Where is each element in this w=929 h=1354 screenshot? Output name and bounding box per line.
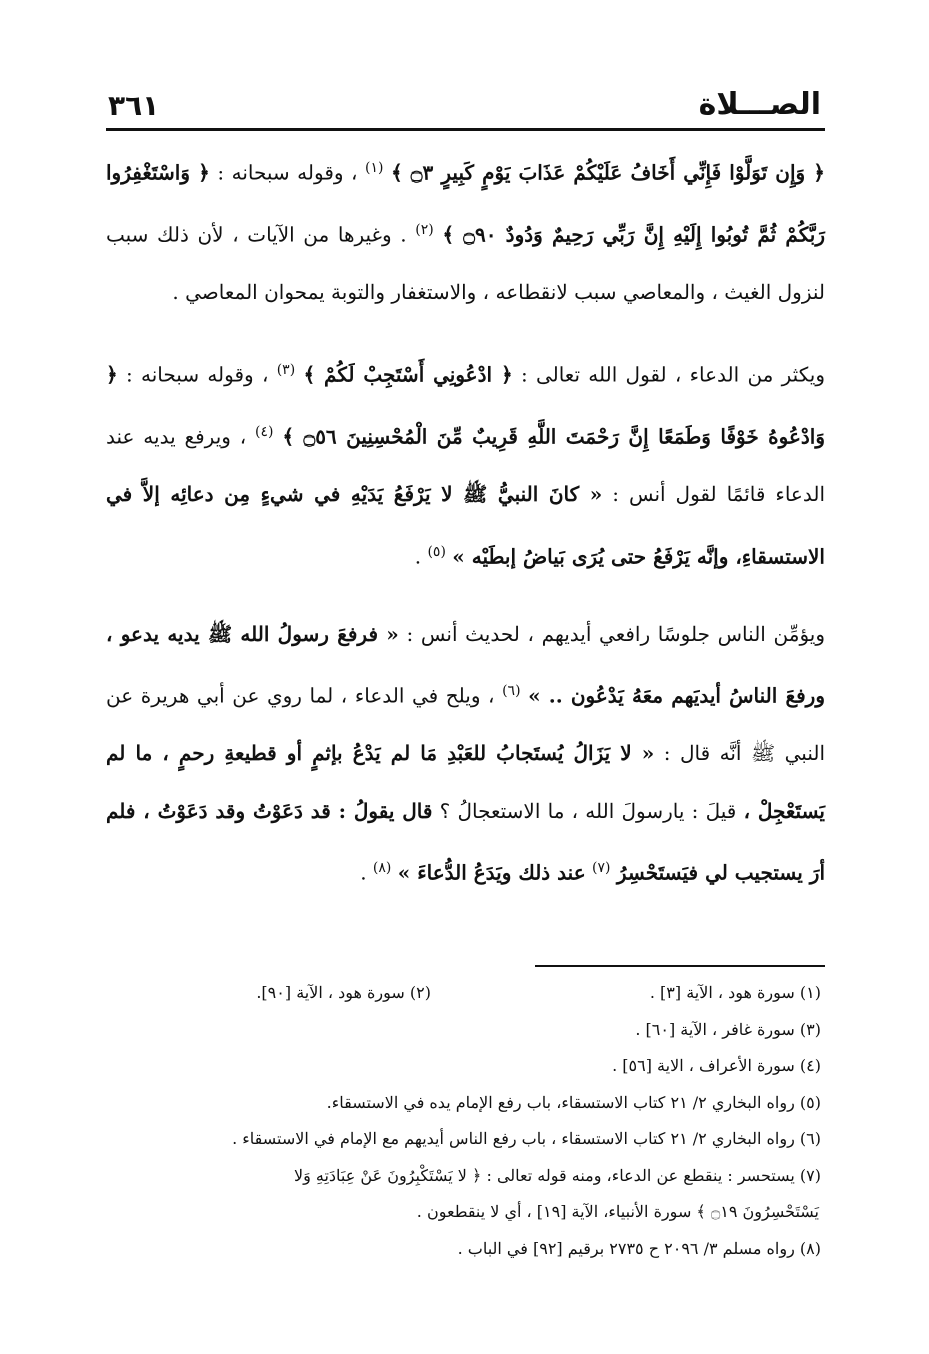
quran-verse: ﴿ وَادْعُوهُ خَوْفًا وَطَمَعًا إِنَّ رَحْمَتَ اللَّهِ قَرِيبٌ مِّنَ الْمُحْسِنِينَ ۝٥٦ ﴾: [106, 362, 826, 449]
hadith-quote: قال يقولُ : قد دَعَوْتُ وقد دَعَوْتُ ، فلم أرَ يستجيب لي فيَستَحْسِرُ: [106, 798, 825, 886]
footnote-ref: (٦): [502, 683, 521, 700]
quran-verse: ﴿ ادْعُونِي أَسْتَجِبْ لَكُمْ ﴾: [303, 362, 513, 387]
footnote-7: (٧) يستحسر : ينقطع عن الدعاء، ومنه قوله تعالى : ﴿ لا يَسْتَكْبِرُونَ عَنْ عِبَادَتِهِ وَلا: [293, 1165, 821, 1185]
footnote-7-continued: يَسْتَحْسِرُونَ ۝١٩ ﴾ سورة الأنبياء، الآية [١٩] ، أي لا ينقطعون .: [416, 1202, 819, 1221]
page-number: ٣٦١: [108, 89, 160, 122]
quran-verse: ﴿ وَإِن تَوَلَّوْا فَإِنِّي أَخَافُ عَلَيْكُمْ عَذَابَ يَوْمٍ كَبِيرٍ ۝٣ ﴾: [390, 160, 825, 185]
text-run: ويكثر من الدعاء ، لقول الله تعالى :: [520, 362, 825, 387]
text-run: ، ويرفع يديه عند الدعاء قائمًا لقول أنس :: [106, 424, 826, 507]
footnote-ref: (٧): [592, 860, 611, 877]
main-text: [106, 140, 825, 923]
footnote-ref: (١): [365, 160, 384, 176]
footnote-4: (٤) سورة الأعراف ، الاية [٥٦] .: [612, 1056, 821, 1075]
text-run: . وغيرها من الآيات ، لأن ذلك سبب لنزول الغيث ، والمعاصي سبب لانقطاعه ، والاستغفار والتوبة يمحوان المعاصي .: [106, 222, 825, 305]
footnote-rule: [535, 965, 825, 967]
hadith-quote: « لا يَزَالُ يُستَجابُ للعَبْدِ مَا لم يَدْعُ بإثمٍ أو قطيعةِ رحمٍ ، ما لم يَستَعْجِلْ ،: [106, 741, 826, 823]
footnote-ref: (٢): [415, 222, 434, 239]
text-run: .: [360, 861, 367, 886]
header-rule: [106, 128, 825, 131]
text-run: ويؤمِّن الناس جلوسًا رافعي أيديهم ، لحديث أنس :: [406, 621, 825, 646]
paragraph-istighfar: [106, 140, 825, 322]
paragraph-ameen: [106, 606, 825, 903]
text-run: ، وقوله سبحانه :: [125, 362, 269, 387]
footnote-5: (٥) رواه البخاري ٢/ ٢١ كتاب الاستسقاء، باب رفع الإمام يده في الاستسقاء.: [326, 1092, 821, 1112]
footnote-8: (٨) رواه مسلم ٣/ ٢٠٩٦ ح ٢٧٣٥ برقيم [٩٢] في الباب .: [457, 1238, 821, 1258]
text-run: ، ويلح في الدعاء ، لما روي عن أبي هريرة عن النبي ﷺ أنَّه قال :: [106, 683, 825, 766]
text-run: قيلَ : يارسولَ الله ، ما الاستعجالُ ؟: [439, 798, 737, 823]
text-run: .: [414, 544, 422, 569]
footnote-row: [106, 975, 821, 1012]
hadith-quote: « كانَ النبيُّ ﷺ لا يَرْفَعُ يَدَيْهِ في شيءٍ مِن دعائِه إلاَّ في الاستسقاءِ، وإنَّه يَرْفَعُ حتى يُرَى بَياضُ إبطَيْه »: [106, 482, 825, 569]
footnote-ref: (٥): [427, 543, 446, 560]
paragraph-dua: [106, 342, 825, 586]
hadith-quote: « فرفعَ رسولُ الله ﷺ يديه يدعو ، ورفعَ الناسُ أيديَهم معَهُ يَدْعُون .. »: [106, 621, 826, 708]
page-header: [108, 78, 821, 122]
footnote-ref: (٣): [276, 361, 296, 378]
hadith-quote: عند ذلك ويَدَعُ الدُّعاءَ »: [397, 861, 586, 886]
footnote-3: (٣) سورة غافر ، الآية [٦٠] .: [635, 1019, 821, 1039]
footnote-ref: (٤): [255, 423, 274, 440]
footnote-6: (٦) رواه البخاري ٢/ ٢١ كتاب الاستسقاء ، باب رفع الناس أيديهم مع الإمام في الاستسقاء .: [232, 1129, 821, 1148]
text-run: ، وقوله سبحانه :: [217, 160, 358, 185]
footnote-ref: (٨): [372, 860, 392, 877]
quran-verse: ﴿ وَاسْتَغْفِرُوا رَبَّكُمْ ثُمَّ تُوبُوا إِلَيْهِ إِنَّ رَبِّي رَحِيمٌ وَدُودٌ ۝٩٠ ﴾: [106, 160, 825, 247]
footnotes: [106, 975, 821, 1267]
footnote-1: (١) سورة هود ، الآية [٣] .: [649, 983, 821, 1002]
running-title: الصـــلاة: [698, 87, 821, 122]
footnote-2: (٢) سورة هود ، الآية [٩٠].: [256, 983, 431, 1002]
